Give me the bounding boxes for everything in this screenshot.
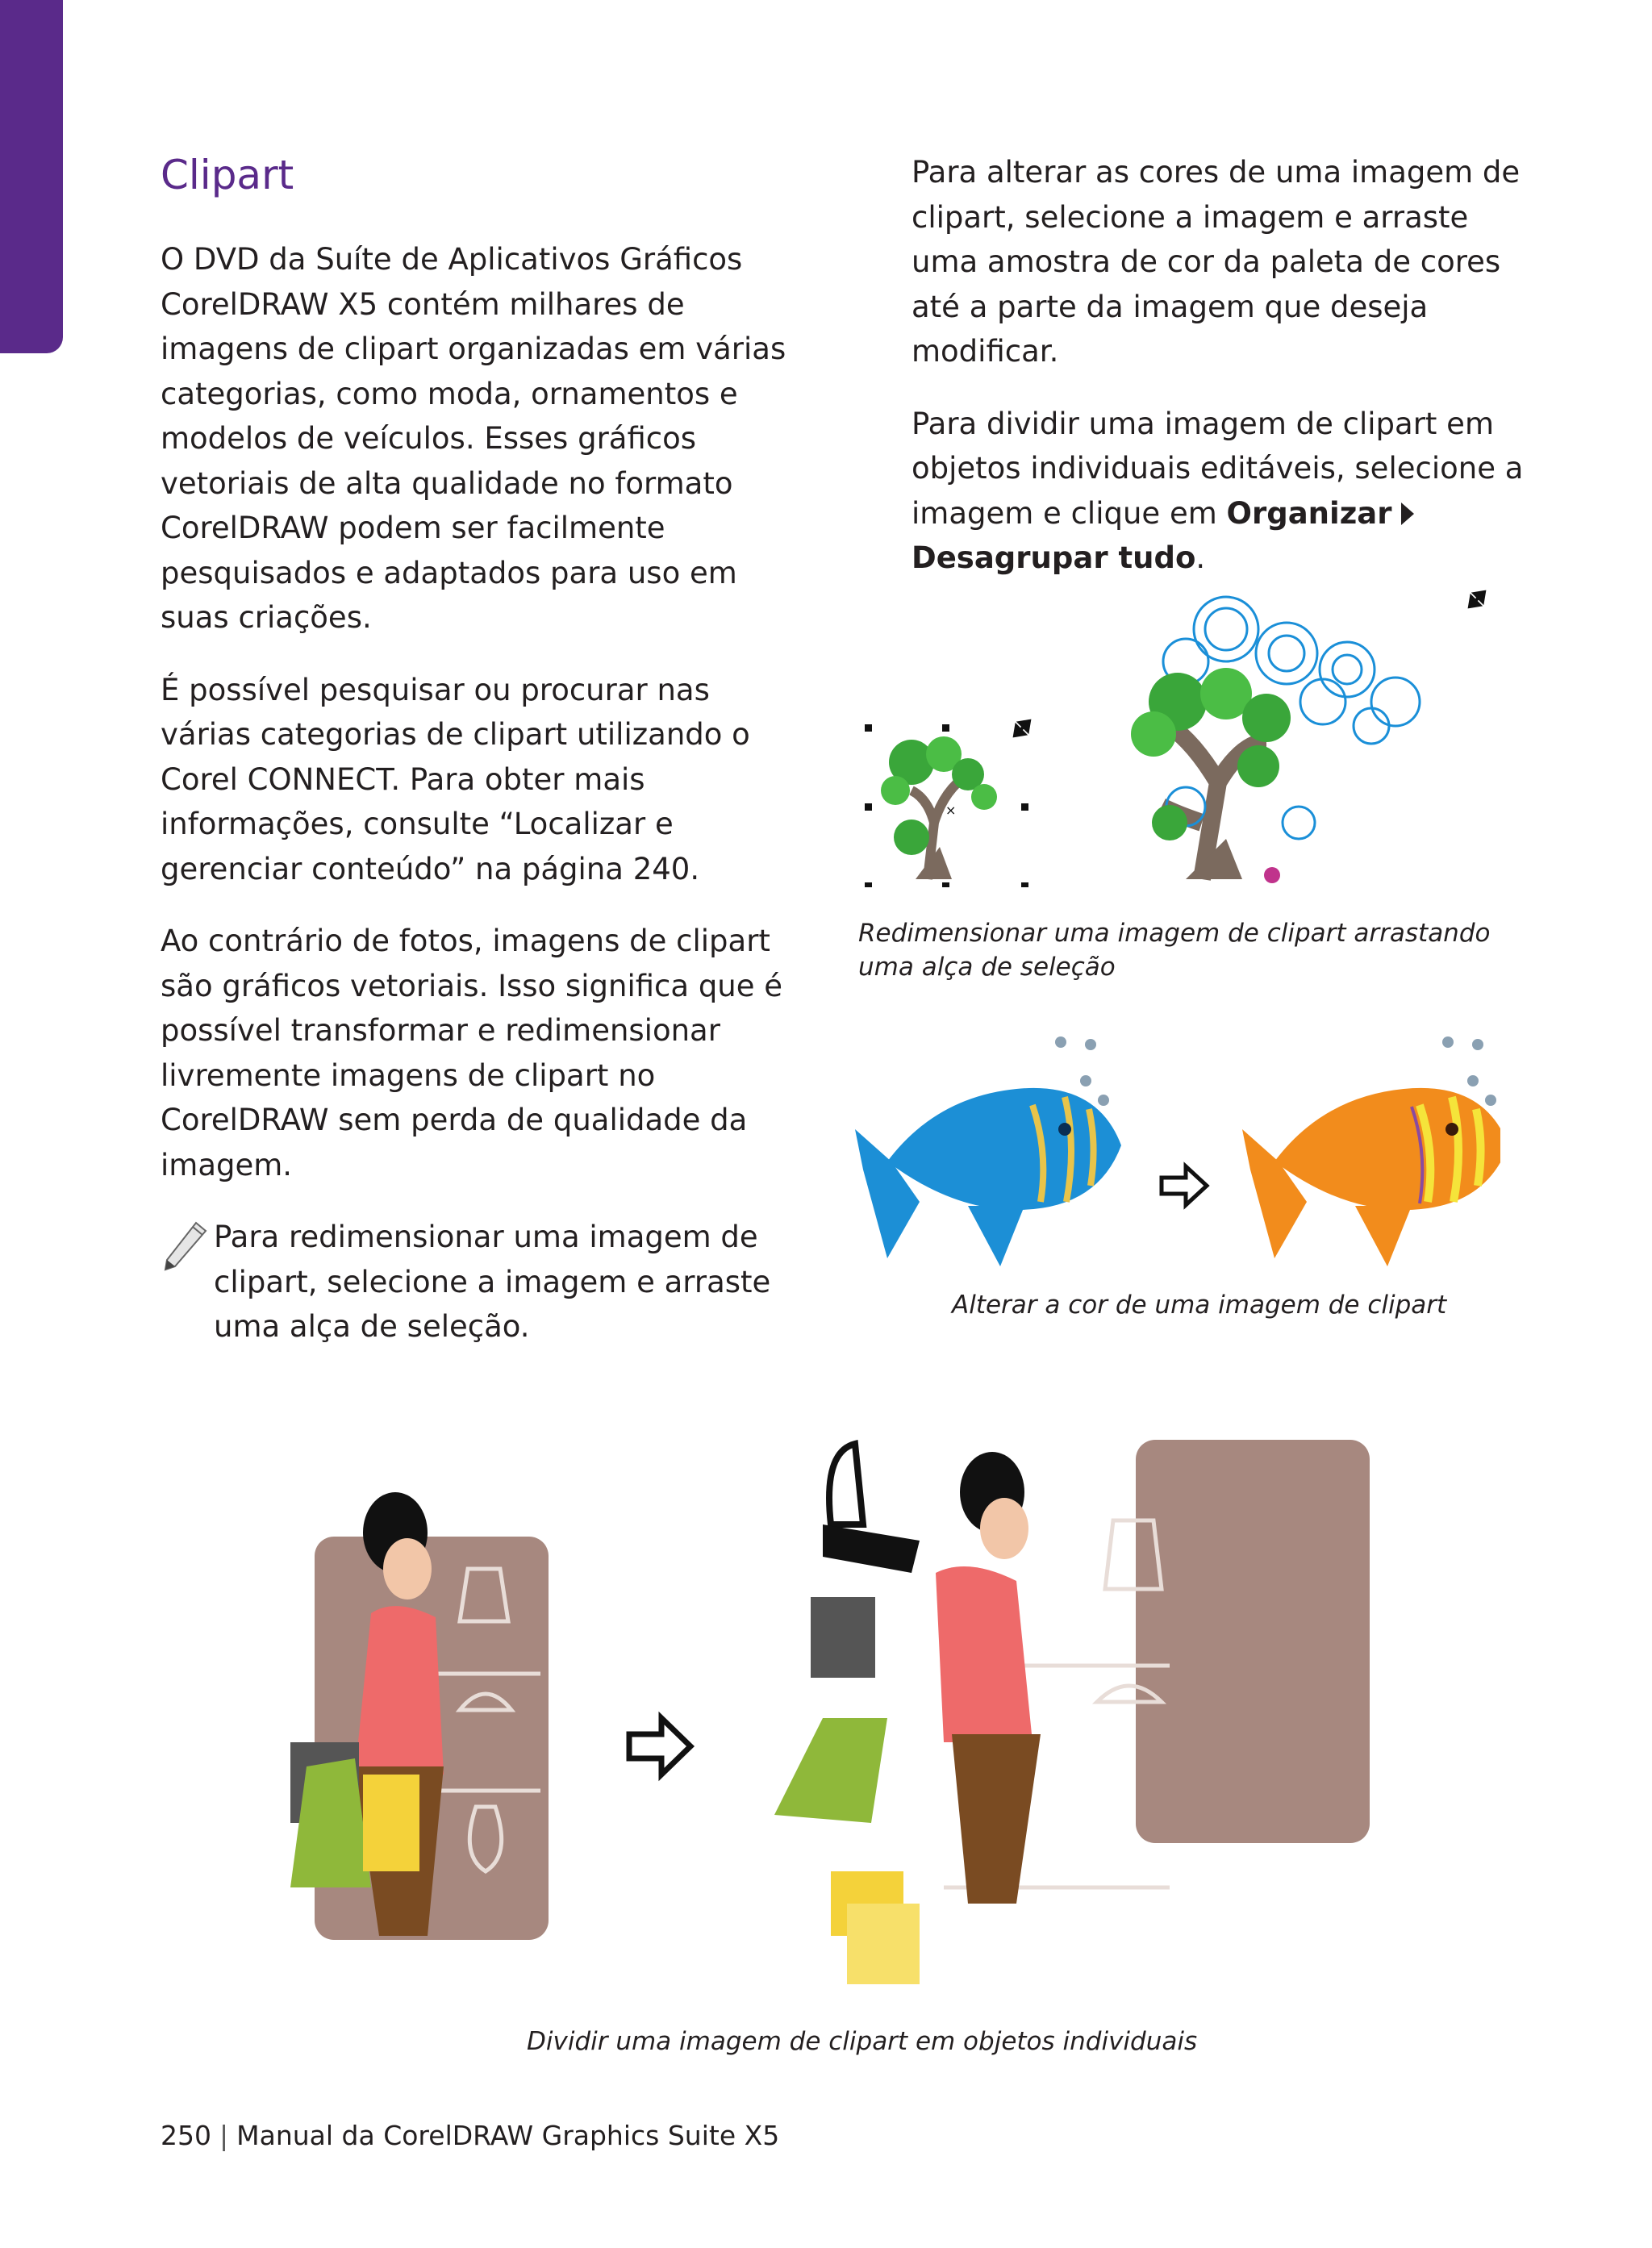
page-footer bbox=[161, 2118, 779, 2154]
caption-ungroup: Dividir uma imagem de clipart em objetos individuais bbox=[527, 2027, 1198, 2056]
pencil-icon bbox=[161, 1220, 209, 1276]
right-arrow-icon bbox=[1162, 1166, 1207, 1205]
paragraph-corel-connect: É possível pesquisar ou procurar nas várias categorias de clipart utilizando o Corel CONNECT. Para obter mais informações, consulte “Localizar e gerenciar conteúdo” na página 240. bbox=[161, 672, 750, 886]
menu-arrow-icon bbox=[1401, 503, 1414, 525]
footer-separator: | bbox=[219, 2120, 229, 2151]
ungroup-text-before: Para dividir uma imagem de clipart em objetos individuais editáveis, selecione a imagem e clique em bbox=[912, 406, 1524, 531]
orange-fish-image bbox=[1242, 1036, 1500, 1266]
tree-resize-figure bbox=[847, 581, 1508, 887]
menu-organize: Organizar bbox=[1226, 495, 1392, 531]
chapter-tab bbox=[0, 0, 63, 353]
note-block bbox=[161, 1215, 798, 1349]
ungroup-text-after: . bbox=[1195, 540, 1206, 575]
paragraph-vector: Ao contrário de fotos, imagens de clipart são gráficos vetoriais. Isso significa que é possível transformar e redimensionar livremente imagens de clipart no CorelDRAW sem perda de qualidade da imagem. bbox=[161, 924, 783, 1182]
right-column bbox=[912, 145, 1525, 608]
svg-text:×: × bbox=[945, 803, 957, 818]
ungroup-figure bbox=[274, 1436, 1379, 2000]
grouped-clipart-image bbox=[290, 1492, 549, 1940]
footer-title: Manual da CorelDRAW Graphics Suite X5 bbox=[236, 2120, 780, 2151]
paragraph-change-color: Para alterar as cores de uma imagem de clipart, selecione a imagem e arraste uma amostra de cor da paleta de cores até a parte da imagem que deseja modificar. bbox=[912, 155, 1521, 369]
caption-color: Alterar a cor de uma imagem de clipart bbox=[952, 1291, 1447, 1320]
ungroup-arrow-icon bbox=[629, 1718, 690, 1775]
resize-arrow-icon-small bbox=[1015, 721, 1029, 736]
blue-fish-image bbox=[855, 1036, 1121, 1266]
paragraph-intro: O DVD da Suíte de Aplicativos Gráficos CorelDRAW X5 contém milhares de imagens de clipart organizadas em várias categorias, como moda, ornamentos e modelos de veículos. Esses gráficos vetoriais de alta qualidade no formato CorelDRAW podem ser facilmente pesquisados e adaptados para uso em suas criações. bbox=[161, 242, 786, 635]
note-text: Para redimensionar uma imagem de clipart, selecione a imagem e arraste uma alça de seleção. bbox=[214, 1220, 771, 1344]
ungrouped-objects-image bbox=[774, 1440, 1370, 1984]
resize-arrow-icon-large bbox=[1470, 592, 1484, 607]
small-tree-image bbox=[881, 736, 997, 879]
paragraph-ungroup bbox=[912, 402, 1525, 581]
section-heading: Clipart bbox=[161, 152, 294, 198]
left-column bbox=[161, 145, 798, 1349]
caption-resize: Redimensionar uma imagem de clipart arrastando uma alça de seleção bbox=[858, 919, 1491, 982]
large-tree-image bbox=[1131, 597, 1420, 883]
page-number: 250 bbox=[161, 2120, 211, 2151]
fish-color-figure bbox=[855, 1032, 1500, 1274]
command-ungroup-all: Desagrupar tudo bbox=[912, 540, 1196, 575]
